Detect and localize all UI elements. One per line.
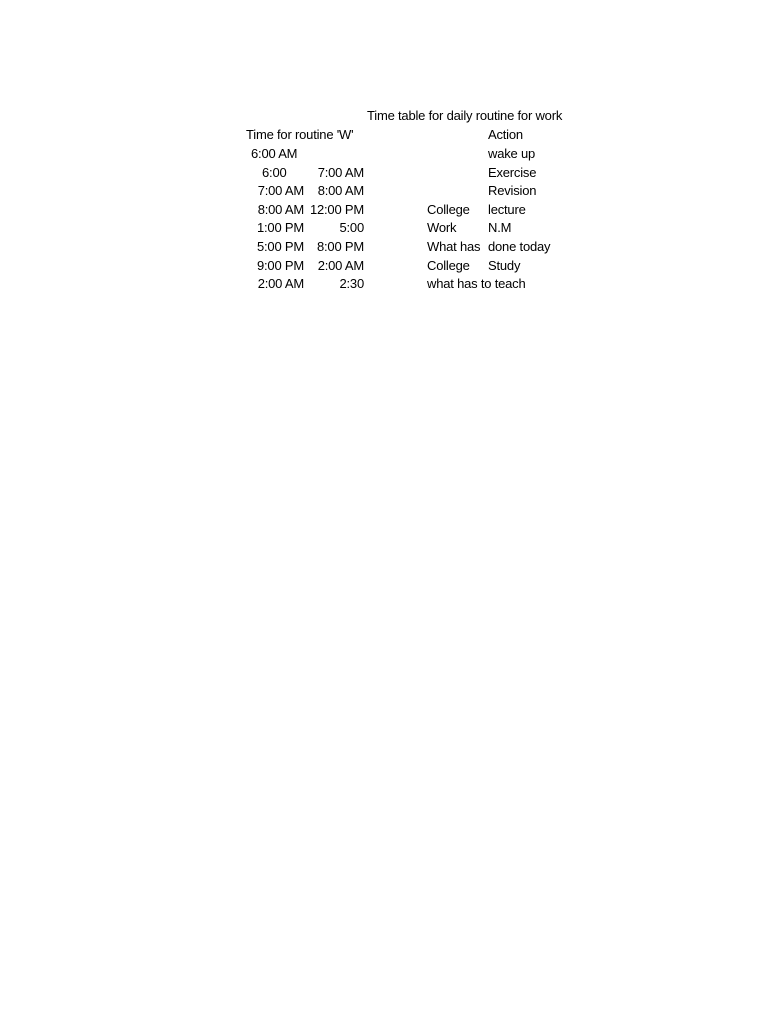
row-start-time: 1:00 PM <box>256 220 304 235</box>
row-end-time: 8:00 AM <box>317 183 364 198</box>
row-end-time: 5:00 <box>339 220 364 235</box>
row-end-time <box>304 145 364 163</box>
row-start-time: 5:00 PM <box>256 239 304 254</box>
row-action: lecture <box>488 202 526 217</box>
action-column-header: Action <box>488 127 523 142</box>
row-action: Study <box>488 258 521 273</box>
row-place: Work <box>427 220 457 235</box>
row-start-time: 9:00 PM <box>256 258 304 273</box>
row-start-time: 6:00 AM <box>251 146 298 161</box>
row-end-time: 7:00 AM <box>317 165 364 180</box>
row-place: what has to teach <box>427 276 526 291</box>
row-end-time: 8:00 PM <box>316 239 364 254</box>
row-end-time: 12:00 PM <box>309 202 364 217</box>
row-place: College <box>427 202 470 217</box>
row-action: wake up <box>488 146 536 161</box>
row-end-time: 2:00 AM <box>317 258 364 273</box>
row-start-time: 6:00 <box>262 165 287 180</box>
row-start-time: 2:00 AM <box>257 276 304 291</box>
document-title: Time table for daily routine for work <box>367 108 563 123</box>
row-place: What has <box>427 239 481 254</box>
row-end-time: 2:30 <box>339 276 364 291</box>
routine-header: Time for routine 'W' <box>246 127 354 142</box>
row-action: N.M <box>488 220 512 235</box>
row-start-time: 8:00 AM <box>257 202 304 217</box>
row-start-time: 7:00 AM <box>257 183 304 198</box>
row-action: Exercise <box>488 165 537 180</box>
row-action: Revision <box>488 183 537 198</box>
row-action: done today <box>488 239 551 254</box>
row-place: College <box>427 258 470 273</box>
